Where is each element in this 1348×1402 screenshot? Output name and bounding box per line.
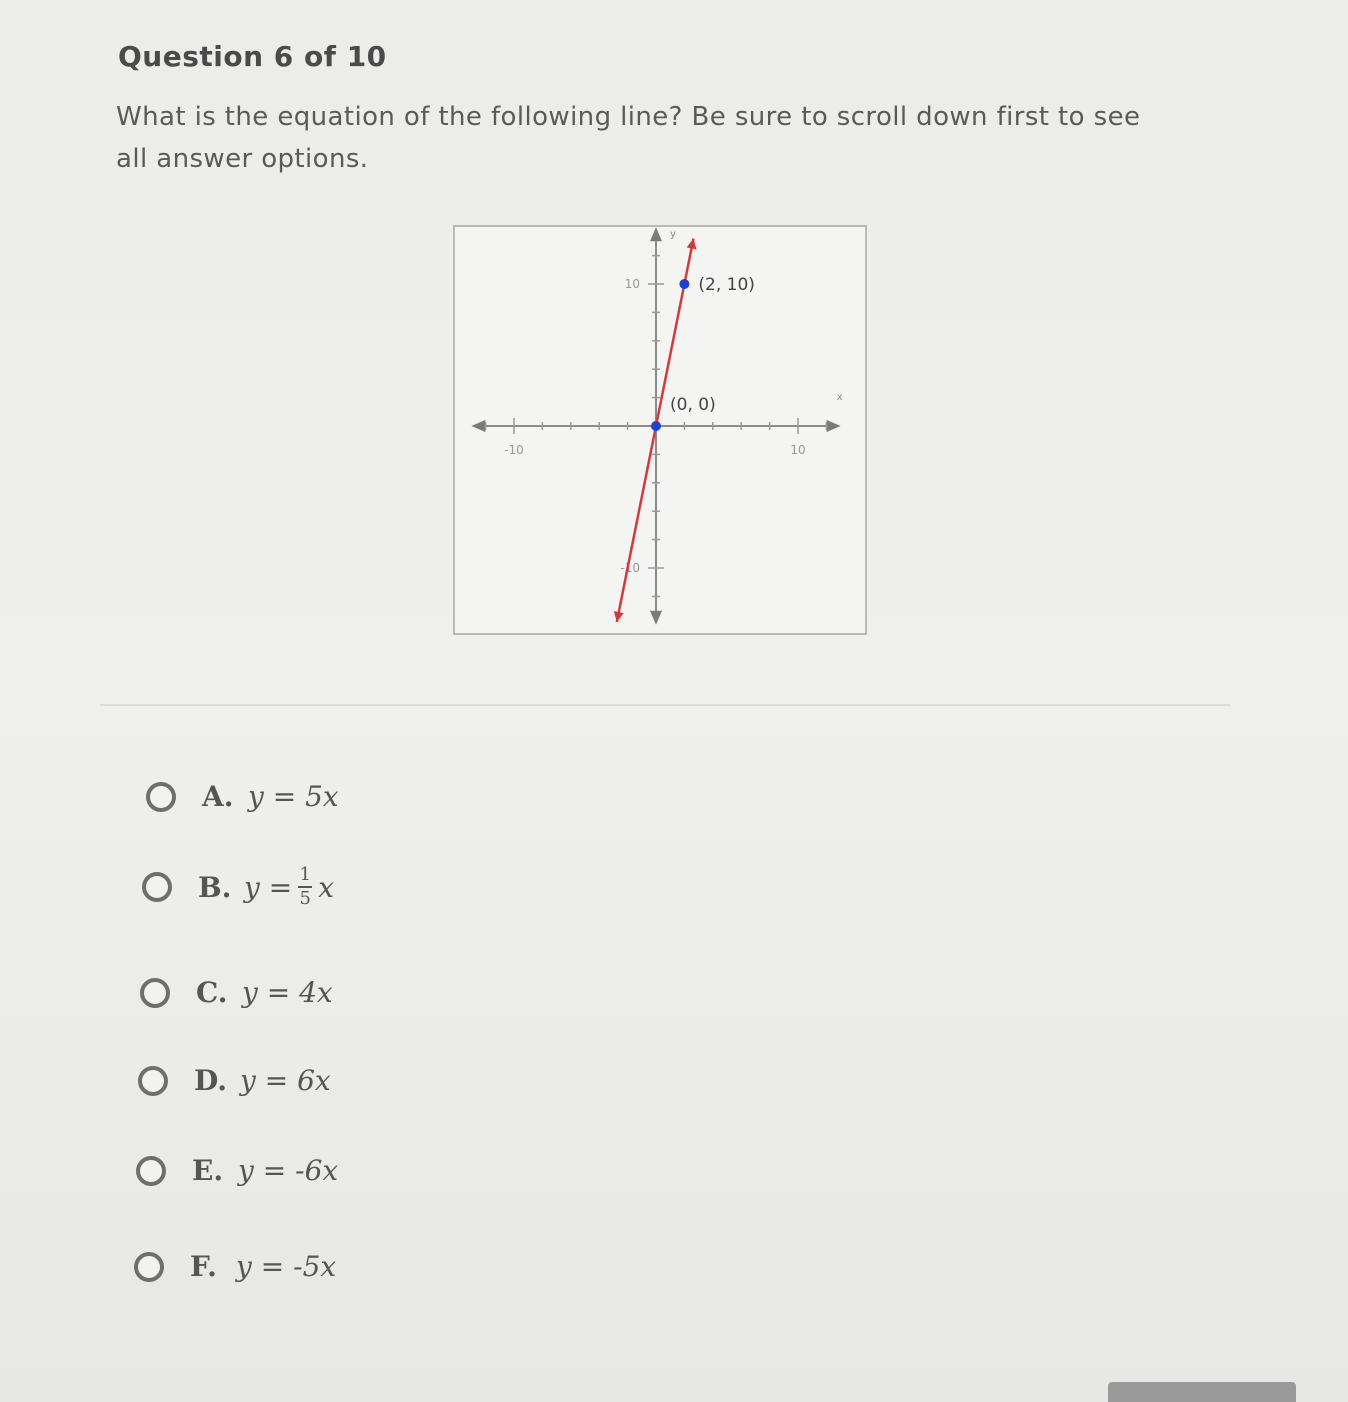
answer-letter: E. [192,1154,224,1187]
point-label: (0, 0) [670,395,716,415]
eq-rhs: -6x [295,1154,339,1187]
eq-rhs: 5x [305,780,339,813]
fraction [298,866,312,908]
eq-lhs: y [240,1064,256,1097]
radio-d[interactable] [138,1066,168,1096]
answer-equation [248,780,339,813]
eq-op: = [262,1154,287,1187]
eq-op: = [266,976,291,1009]
eq-rhs: -5x [293,1250,337,1283]
answer-letter: F. [190,1250,217,1283]
answer-option-d[interactable] [138,1064,331,1097]
data-point [679,279,689,289]
question-header: Question 6 of 10 [118,40,387,73]
y-axis-label: y [670,229,676,241]
answer-option-a[interactable] [146,780,339,813]
eq-rhs: 4x [299,976,333,1009]
answer-option-e[interactable] [136,1154,338,1187]
eq-rhs: x [318,870,334,904]
eq-rhs: 6x [297,1064,331,1097]
eq-lhs: y [248,780,264,813]
answer-equation [236,1250,336,1283]
radio-c[interactable] [140,978,170,1008]
answer-option-b[interactable] [142,866,334,908]
radio-e[interactable] [136,1156,166,1186]
line-graph [430,206,880,656]
fraction-denominator: 5 [299,888,311,909]
eq-op: = [272,780,297,813]
x-tick-label: -10 [504,443,524,457]
answer-letter: D. [194,1064,228,1097]
eq-op: = [264,1064,289,1097]
answer-letter: B. [198,870,232,904]
y-tick-label: 10 [624,277,640,291]
next-button[interactable] [1108,1382,1296,1402]
answer-equation [240,1064,331,1097]
answer-letter: A. [202,780,234,813]
section-divider [100,704,1230,706]
graph-frame [454,226,866,634]
x-axis-label: x [836,392,843,403]
data-point [651,421,661,431]
radio-b[interactable] [142,872,172,902]
question-text: What is the equation of the following line? Be sure to scroll down first to see all answer options. [116,102,1141,174]
answer-letter: C. [196,976,228,1009]
eq-lhs: y [244,870,260,904]
graph-svg [430,206,880,656]
eq-lhs: y [236,1250,252,1283]
eq-lhs: y [238,1154,254,1187]
answer-equation [244,866,334,908]
answer-equation [238,1154,338,1187]
fraction-numerator: 1 [299,864,311,885]
radio-f[interactable] [134,1252,164,1282]
answer-option-c[interactable] [140,976,333,1009]
point-label: (2, 10) [698,275,755,295]
x-tick-label: 10 [790,443,806,457]
y-tick-label: -10 [620,561,640,575]
answer-option-f[interactable] [134,1250,336,1283]
answer-equation [242,976,333,1009]
eq-op: = [260,1250,285,1283]
eq-op: = [268,870,293,904]
eq-lhs: y [242,976,258,1009]
radio-a[interactable] [146,782,176,812]
